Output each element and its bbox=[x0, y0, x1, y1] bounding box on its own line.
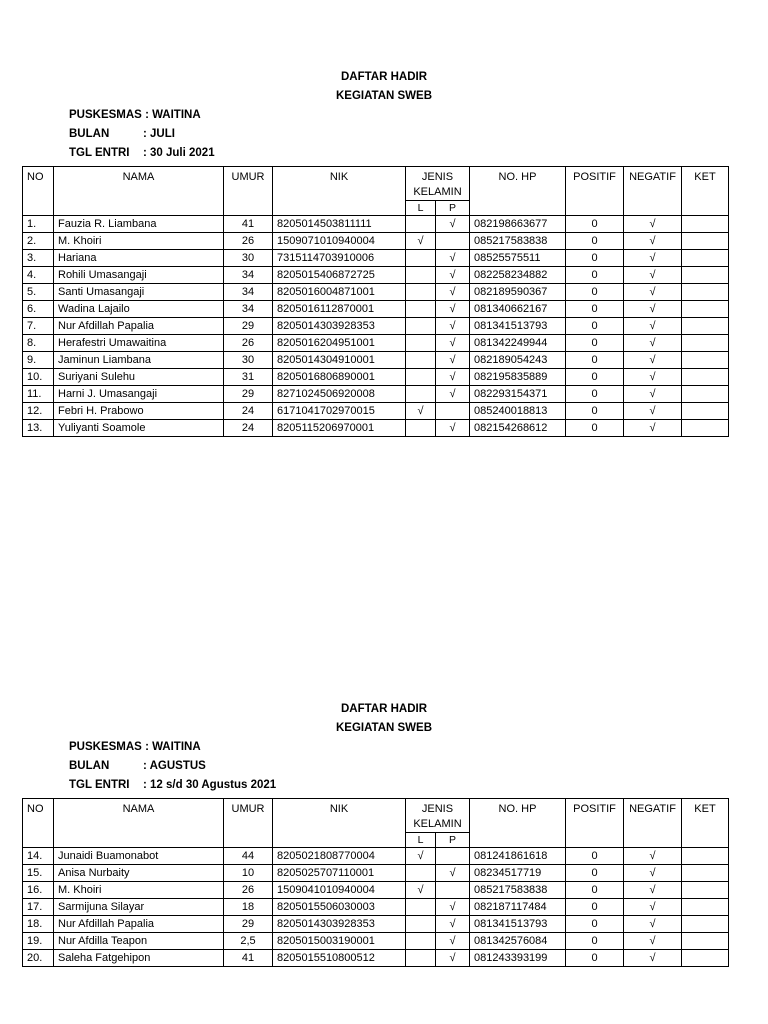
cell-l bbox=[406, 352, 436, 369]
cell-l: √ bbox=[406, 403, 436, 420]
cell-umur: 24 bbox=[224, 403, 273, 420]
cell-nik: 8205014503811111 bbox=[273, 216, 406, 233]
header-jenis-label: JENIS bbox=[421, 803, 454, 815]
cell-nik: 1509041010940004 bbox=[273, 882, 406, 899]
cell-no: 5. bbox=[23, 284, 54, 301]
cell-no-hp: 081340662167 bbox=[470, 301, 566, 318]
cell-no-hp: 081341513793 bbox=[470, 318, 566, 335]
header-l: L bbox=[406, 201, 436, 216]
tgl-entri-value: : 12 s/d 30 Agustus 2021 bbox=[143, 779, 277, 791]
cell-no: 4. bbox=[23, 267, 54, 284]
header-nama: NAMA bbox=[54, 799, 224, 848]
cell-no: 13. bbox=[23, 420, 54, 437]
cell-no: 9. bbox=[23, 352, 54, 369]
cell-nik: 6171041702970015 bbox=[273, 403, 406, 420]
table-row bbox=[23, 301, 729, 318]
bulan-value: : JULI bbox=[143, 128, 175, 140]
cell-no-hp: 082293154371 bbox=[470, 386, 566, 403]
cell-no: 11. bbox=[23, 386, 54, 403]
table-row bbox=[23, 420, 729, 437]
cell-no: 17. bbox=[23, 899, 54, 916]
cell-l bbox=[406, 386, 436, 403]
cell-negatif: √ bbox=[624, 250, 682, 267]
cell-no: 14. bbox=[23, 848, 54, 865]
cell-l bbox=[406, 420, 436, 437]
tgl-entri-value: : 30 Juli 2021 bbox=[143, 147, 215, 159]
cell-nama: Harni J. Umasangaji bbox=[54, 386, 224, 403]
table-row bbox=[23, 250, 729, 267]
cell-nik: 8271024506920008 bbox=[273, 386, 406, 403]
cell-umur: 29 bbox=[224, 916, 273, 933]
cell-positif: 0 bbox=[566, 284, 624, 301]
cell-no-hp: 085240018813 bbox=[470, 403, 566, 420]
header-kelamin-label: KELAMIN bbox=[413, 186, 462, 198]
cell-ket bbox=[682, 848, 729, 865]
cell-negatif: √ bbox=[624, 318, 682, 335]
cell-p bbox=[436, 882, 470, 899]
cell-p: √ bbox=[436, 250, 470, 267]
cell-ket bbox=[682, 882, 729, 899]
cell-negatif: √ bbox=[624, 848, 682, 865]
cell-negatif: √ bbox=[624, 899, 682, 916]
cell-p bbox=[436, 848, 470, 865]
cell-umur: 24 bbox=[224, 420, 273, 437]
cell-negatif: √ bbox=[624, 420, 682, 437]
header-ket: KET bbox=[682, 167, 729, 216]
cell-l bbox=[406, 865, 436, 882]
header-l: L bbox=[406, 833, 436, 848]
cell-no-hp: 082195835889 bbox=[470, 369, 566, 386]
cell-umur: 26 bbox=[224, 233, 273, 250]
cell-p: √ bbox=[436, 933, 470, 950]
cell-nama: Hariana bbox=[54, 250, 224, 267]
cell-negatif: √ bbox=[624, 352, 682, 369]
cell-ket bbox=[682, 386, 729, 403]
cell-no-hp: 082258234882 bbox=[470, 267, 566, 284]
cell-no-hp: 081341513793 bbox=[470, 916, 566, 933]
cell-positif: 0 bbox=[566, 318, 624, 335]
cell-no: 8. bbox=[23, 335, 54, 352]
cell-nik: 8205015506030003 bbox=[273, 899, 406, 916]
cell-l bbox=[406, 301, 436, 318]
cell-p bbox=[436, 233, 470, 250]
cell-no: 2. bbox=[23, 233, 54, 250]
cell-l bbox=[406, 318, 436, 335]
cell-positif: 0 bbox=[566, 420, 624, 437]
attendance-section-august bbox=[0, 700, 768, 964]
cell-p bbox=[436, 403, 470, 420]
header-negatif: NEGATIF bbox=[624, 799, 682, 848]
cell-umur: 10 bbox=[224, 865, 273, 882]
table-row bbox=[23, 403, 729, 420]
cell-ket bbox=[682, 267, 729, 284]
header-p: P bbox=[436, 833, 470, 848]
cell-nama: Anisa Nurbaity bbox=[54, 865, 224, 882]
cell-no-hp: 081243393199 bbox=[470, 950, 566, 967]
puskesmas-label: PUSKESMAS bbox=[69, 741, 142, 753]
cell-nama: Nur Afdillah Papalia bbox=[54, 916, 224, 933]
cell-p: √ bbox=[436, 386, 470, 403]
cell-umur: 44 bbox=[224, 848, 273, 865]
cell-no-hp: 082198663677 bbox=[470, 216, 566, 233]
cell-no-hp: 082189054243 bbox=[470, 352, 566, 369]
puskesmas-value: : WAITINA bbox=[145, 741, 201, 753]
cell-nama: Yuliyanti Soamole bbox=[54, 420, 224, 437]
cell-l bbox=[406, 950, 436, 967]
cell-positif: 0 bbox=[566, 899, 624, 916]
cell-positif: 0 bbox=[566, 335, 624, 352]
header-ket: KET bbox=[682, 799, 729, 848]
cell-no: 19. bbox=[23, 933, 54, 950]
cell-nama: Nur Afdillah Papalia bbox=[54, 318, 224, 335]
cell-nik: 8205016204951001 bbox=[273, 335, 406, 352]
cell-negatif: √ bbox=[624, 216, 682, 233]
cell-nama: Saleha Fatgehipon bbox=[54, 950, 224, 967]
cell-l: √ bbox=[406, 233, 436, 250]
cell-no: 6. bbox=[23, 301, 54, 318]
cell-nik: 8205015406872725 bbox=[273, 267, 406, 284]
cell-no: 10. bbox=[23, 369, 54, 386]
puskesmas-label: PUSKESMAS bbox=[69, 109, 142, 121]
cell-nik: 8205014303928353 bbox=[273, 318, 406, 335]
cell-negatif: √ bbox=[624, 284, 682, 301]
table-row bbox=[23, 216, 729, 233]
cell-l bbox=[406, 899, 436, 916]
table-row bbox=[23, 865, 729, 882]
cell-negatif: √ bbox=[624, 950, 682, 967]
cell-positif: 0 bbox=[566, 865, 624, 882]
cell-negatif: √ bbox=[624, 369, 682, 386]
cell-p: √ bbox=[436, 284, 470, 301]
cell-ket bbox=[682, 899, 729, 916]
cell-umur: 30 bbox=[224, 352, 273, 369]
table-row bbox=[23, 950, 729, 967]
tgl-entri-label: TGL ENTRI bbox=[69, 779, 130, 791]
cell-positif: 0 bbox=[566, 369, 624, 386]
cell-p: √ bbox=[436, 352, 470, 369]
header-positif: POSITIF bbox=[566, 799, 624, 848]
cell-positif: 0 bbox=[566, 403, 624, 420]
header-no: NO bbox=[23, 799, 54, 848]
cell-l: √ bbox=[406, 882, 436, 899]
cell-p: √ bbox=[436, 301, 470, 318]
table-row bbox=[23, 318, 729, 335]
header-no-hp: NO. HP bbox=[470, 167, 566, 216]
cell-nama: Jaminun Liambana bbox=[54, 352, 224, 369]
cell-nama: Nur Afdilla Teapon bbox=[54, 933, 224, 950]
header-umur: UMUR bbox=[224, 167, 273, 216]
bulan-label: BULAN bbox=[69, 760, 110, 772]
cell-no: 18. bbox=[23, 916, 54, 933]
cell-nik: 8205016806890001 bbox=[273, 369, 406, 386]
header-positif: POSITIF bbox=[566, 167, 624, 216]
cell-ket bbox=[682, 916, 729, 933]
attendance-section-july bbox=[0, 68, 768, 434]
cell-ket bbox=[682, 284, 729, 301]
cell-no-hp: 08525575511 bbox=[470, 250, 566, 267]
cell-p: √ bbox=[436, 267, 470, 284]
doc-subtitle: KEGIATAN SWEB bbox=[335, 90, 433, 102]
doc-title: DAFTAR HADIR bbox=[340, 703, 428, 715]
cell-no-hp: 085217583838 bbox=[470, 233, 566, 250]
cell-nama: Febri H. Prabowo bbox=[54, 403, 224, 420]
cell-p: √ bbox=[436, 318, 470, 335]
cell-no: 15. bbox=[23, 865, 54, 882]
cell-nama: Herafestri Umawaitina bbox=[54, 335, 224, 352]
cell-no-hp: 082189590367 bbox=[470, 284, 566, 301]
cell-positif: 0 bbox=[566, 848, 624, 865]
table-row bbox=[23, 916, 729, 933]
cell-ket bbox=[682, 369, 729, 386]
cell-umur: 41 bbox=[224, 950, 273, 967]
cell-ket bbox=[682, 933, 729, 950]
cell-nik: 8205015003190001 bbox=[273, 933, 406, 950]
cell-p: √ bbox=[436, 420, 470, 437]
table-row bbox=[23, 369, 729, 386]
table-row bbox=[23, 848, 729, 865]
bulan-value: : AGUSTUS bbox=[143, 760, 206, 772]
cell-l bbox=[406, 250, 436, 267]
table-row bbox=[23, 352, 729, 369]
header-no-hp: NO. HP bbox=[470, 799, 566, 848]
cell-ket bbox=[682, 420, 729, 437]
attendance-table bbox=[22, 798, 729, 967]
header-no: NO bbox=[23, 167, 54, 216]
cell-nik: 8205025707110001 bbox=[273, 865, 406, 882]
cell-nik: 8205014304910001 bbox=[273, 352, 406, 369]
cell-umur: 30 bbox=[224, 250, 273, 267]
cell-negatif: √ bbox=[624, 386, 682, 403]
cell-nama: Santi Umasangaji bbox=[54, 284, 224, 301]
cell-negatif: √ bbox=[624, 865, 682, 882]
cell-umur: 2,5 bbox=[224, 933, 273, 950]
cell-nik: 8205016112870001 bbox=[273, 301, 406, 318]
doc-title: DAFTAR HADIR bbox=[340, 71, 428, 83]
cell-positif: 0 bbox=[566, 882, 624, 899]
cell-nik: 8205016004871001 bbox=[273, 284, 406, 301]
cell-negatif: √ bbox=[624, 335, 682, 352]
table-row bbox=[23, 335, 729, 352]
cell-umur: 26 bbox=[224, 335, 273, 352]
cell-ket bbox=[682, 403, 729, 420]
cell-positif: 0 bbox=[566, 916, 624, 933]
table-row bbox=[23, 882, 729, 899]
cell-umur: 41 bbox=[224, 216, 273, 233]
cell-negatif: √ bbox=[624, 933, 682, 950]
cell-positif: 0 bbox=[566, 250, 624, 267]
cell-p: √ bbox=[436, 335, 470, 352]
header-umur: UMUR bbox=[224, 799, 273, 848]
header-nik: NIK bbox=[273, 799, 406, 848]
cell-umur: 29 bbox=[224, 318, 273, 335]
cell-no-hp: 082154268612 bbox=[470, 420, 566, 437]
cell-umur: 34 bbox=[224, 267, 273, 284]
table-row bbox=[23, 284, 729, 301]
cell-no-hp: 081342249944 bbox=[470, 335, 566, 352]
table-row bbox=[23, 933, 729, 950]
table-row bbox=[23, 267, 729, 284]
cell-no: 20. bbox=[23, 950, 54, 967]
cell-nama: M. Khoiri bbox=[54, 882, 224, 899]
cell-positif: 0 bbox=[566, 267, 624, 284]
cell-positif: 0 bbox=[566, 352, 624, 369]
cell-ket bbox=[682, 318, 729, 335]
cell-ket bbox=[682, 216, 729, 233]
cell-p: √ bbox=[436, 916, 470, 933]
cell-no: 12. bbox=[23, 403, 54, 420]
cell-nik: 1509071010940004 bbox=[273, 233, 406, 250]
header-negatif: NEGATIF bbox=[624, 167, 682, 216]
cell-umur: 34 bbox=[224, 301, 273, 318]
cell-negatif: √ bbox=[624, 882, 682, 899]
cell-negatif: √ bbox=[624, 403, 682, 420]
cell-nama: Wadina Lajailo bbox=[54, 301, 224, 318]
cell-nama: Sarmijuna Silayar bbox=[54, 899, 224, 916]
cell-ket bbox=[682, 233, 729, 250]
cell-p: √ bbox=[436, 899, 470, 916]
header-kelamin-label: KELAMIN bbox=[413, 818, 462, 830]
cell-positif: 0 bbox=[566, 386, 624, 403]
puskesmas-value: : WAITINA bbox=[145, 109, 201, 121]
cell-no-hp: 08234517719 bbox=[470, 865, 566, 882]
cell-umur: 29 bbox=[224, 386, 273, 403]
cell-no-hp: 081241861618 bbox=[470, 848, 566, 865]
cell-ket bbox=[682, 950, 729, 967]
cell-no: 16. bbox=[23, 882, 54, 899]
bulan-label: BULAN bbox=[69, 128, 110, 140]
cell-positif: 0 bbox=[566, 216, 624, 233]
cell-nama: Rohili Umasangaji bbox=[54, 267, 224, 284]
cell-nik: 8205021808770004 bbox=[273, 848, 406, 865]
cell-ket bbox=[682, 250, 729, 267]
cell-umur: 26 bbox=[224, 882, 273, 899]
attendance-table bbox=[22, 166, 729, 437]
doc-meta bbox=[69, 106, 768, 163]
cell-p: √ bbox=[436, 369, 470, 386]
cell-p: √ bbox=[436, 865, 470, 882]
cell-umur: 31 bbox=[224, 369, 273, 386]
cell-no: 7. bbox=[23, 318, 54, 335]
cell-l bbox=[406, 933, 436, 950]
header-jenis-kelamin bbox=[406, 799, 470, 833]
cell-no-hp: 081342576084 bbox=[470, 933, 566, 950]
header-nik: NIK bbox=[273, 167, 406, 216]
cell-umur: 34 bbox=[224, 284, 273, 301]
doc-meta bbox=[69, 738, 768, 795]
cell-nama: Junaidi Buamonabot bbox=[54, 848, 224, 865]
cell-positif: 0 bbox=[566, 233, 624, 250]
cell-no-hp: 085217583838 bbox=[470, 882, 566, 899]
cell-nik: 7315114703910006 bbox=[273, 250, 406, 267]
cell-negatif: √ bbox=[624, 233, 682, 250]
table-row bbox=[23, 386, 729, 403]
doc-subtitle: KEGIATAN SWEB bbox=[335, 722, 433, 734]
cell-ket bbox=[682, 865, 729, 882]
header-nama: NAMA bbox=[54, 167, 224, 216]
cell-negatif: √ bbox=[624, 916, 682, 933]
header-p: P bbox=[436, 201, 470, 216]
cell-nik: 8205015510800512 bbox=[273, 950, 406, 967]
cell-nama: M. Khoiri bbox=[54, 233, 224, 250]
cell-l bbox=[406, 216, 436, 233]
cell-no: 1. bbox=[23, 216, 54, 233]
cell-ket bbox=[682, 352, 729, 369]
cell-nama: Fauzia R. Liambana bbox=[54, 216, 224, 233]
cell-no-hp: 082187117484 bbox=[470, 899, 566, 916]
cell-nama: Suriyani Sulehu bbox=[54, 369, 224, 386]
cell-positif: 0 bbox=[566, 301, 624, 318]
cell-no: 3. bbox=[23, 250, 54, 267]
cell-l bbox=[406, 284, 436, 301]
cell-negatif: √ bbox=[624, 267, 682, 284]
header-jenis-kelamin bbox=[406, 167, 470, 201]
table-row bbox=[23, 899, 729, 916]
cell-l: √ bbox=[406, 848, 436, 865]
cell-p: √ bbox=[436, 950, 470, 967]
cell-l bbox=[406, 916, 436, 933]
table-row bbox=[23, 233, 729, 250]
tgl-entri-label: TGL ENTRI bbox=[69, 147, 130, 159]
cell-ket bbox=[682, 301, 729, 318]
cell-nik: 8205014303928353 bbox=[273, 916, 406, 933]
cell-positif: 0 bbox=[566, 933, 624, 950]
cell-umur: 18 bbox=[224, 899, 273, 916]
cell-nik: 8205115206970001 bbox=[273, 420, 406, 437]
cell-l bbox=[406, 267, 436, 284]
cell-positif: 0 bbox=[566, 950, 624, 967]
cell-ket bbox=[682, 335, 729, 352]
header-jenis-label: JENIS bbox=[421, 171, 454, 183]
cell-negatif: √ bbox=[624, 301, 682, 318]
cell-p: √ bbox=[436, 216, 470, 233]
cell-l bbox=[406, 369, 436, 386]
cell-l bbox=[406, 335, 436, 352]
